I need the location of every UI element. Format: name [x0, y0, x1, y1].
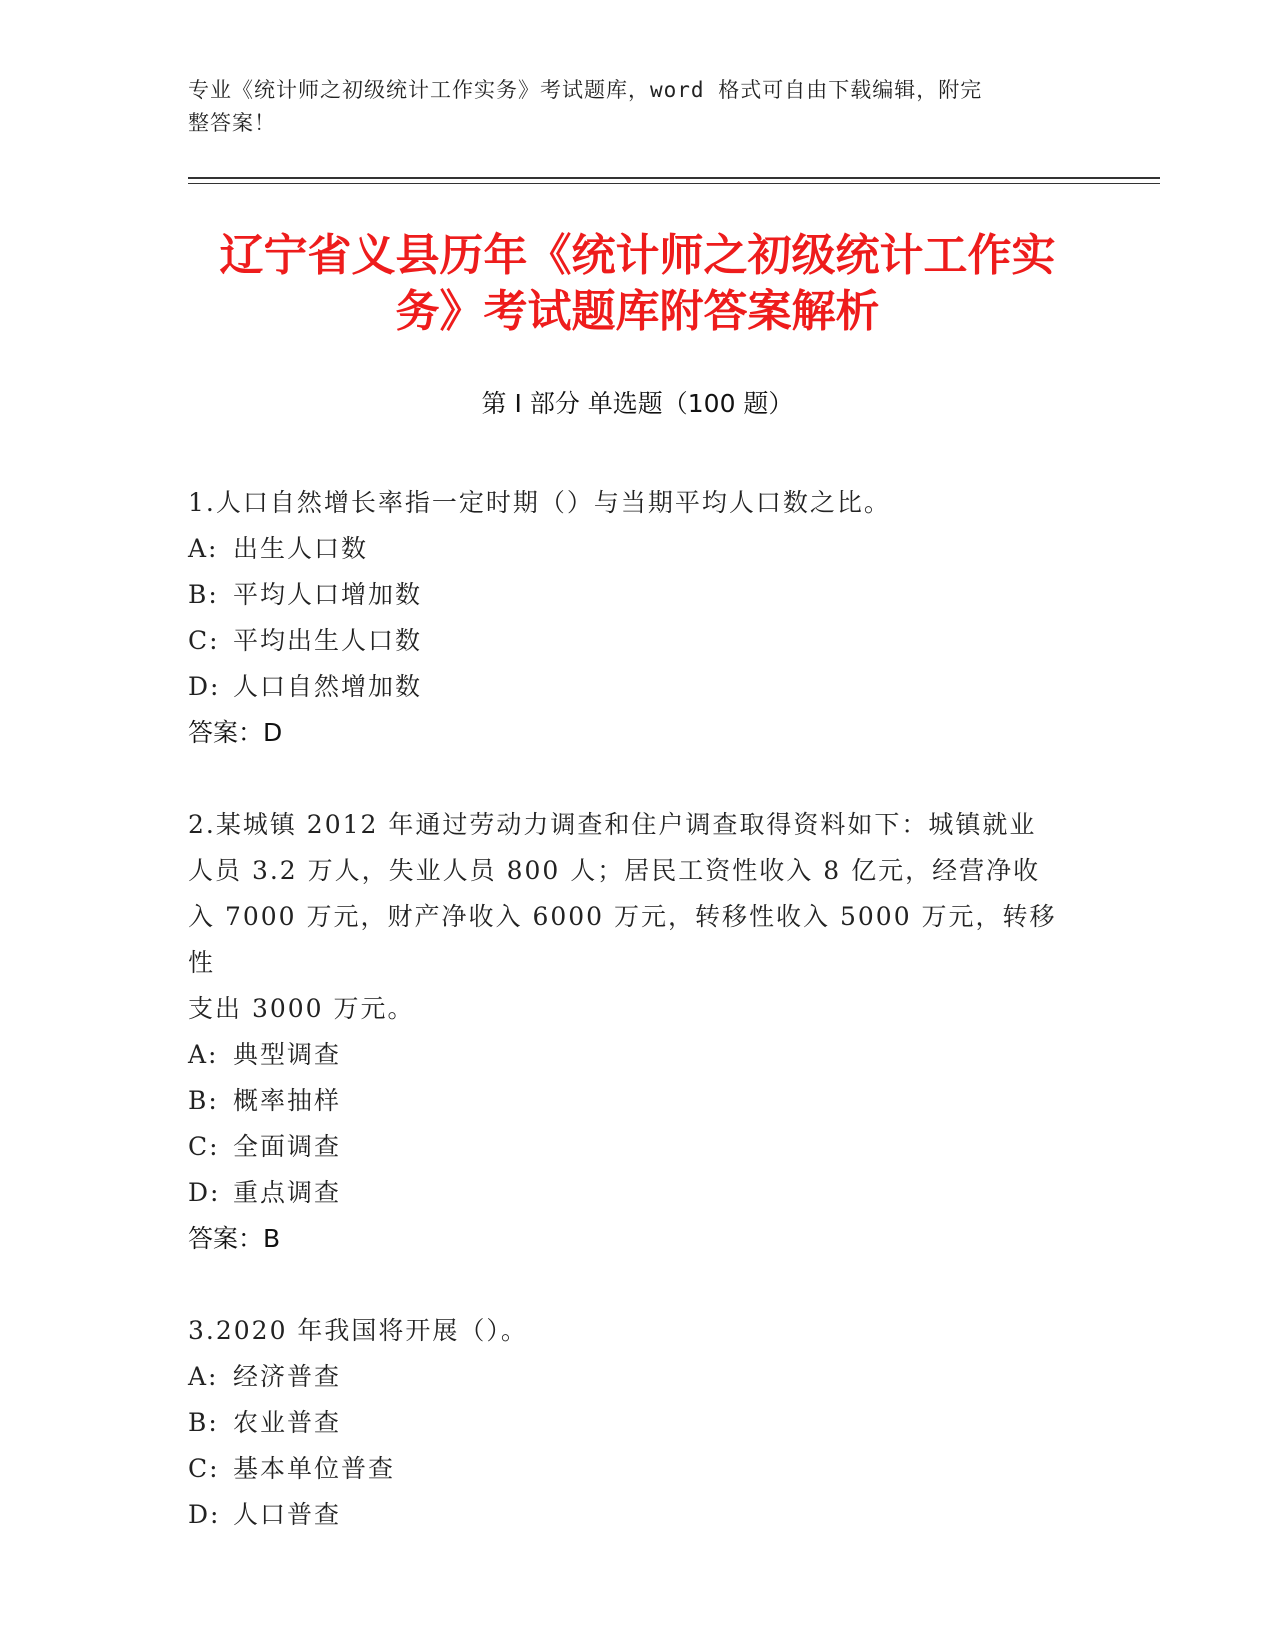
- question-3: [188, 1308, 1078, 1538]
- option-text: 全面调查: [233, 1132, 342, 1161]
- option-letter: D:: [188, 672, 221, 701]
- option-a: [188, 526, 1078, 572]
- option-letter: C:: [188, 1454, 220, 1483]
- option-text: 人口普查: [233, 1500, 342, 1529]
- option-text: 出生人口数: [233, 534, 369, 563]
- answer-line: 答案：D: [188, 718, 283, 747]
- option-text: 人口自然增加数: [233, 672, 423, 701]
- question-list: [188, 480, 1078, 1584]
- header-note-line: 专业《统计师之初级统计工作实务》考试题库，word 格式可自由下载编辑，附完: [188, 78, 983, 102]
- document-title: [150, 228, 1125, 340]
- option-letter: A:: [188, 1362, 219, 1391]
- option-b: [188, 1078, 1078, 1124]
- option-a: [188, 1354, 1078, 1400]
- question-stem-line: 2.某城镇 2012 年通过劳动力调查和住户调查取得资料如下：城镇就业: [188, 810, 1037, 839]
- option-letter: B:: [188, 580, 219, 609]
- option-text: 基本单位普查: [233, 1454, 396, 1483]
- option-letter: D:: [188, 1500, 221, 1529]
- option-letter: A:: [188, 1040, 219, 1069]
- title-line: 务》考试题库附答案解析: [395, 286, 880, 337]
- header-note: [188, 74, 1088, 140]
- option-c: [188, 1124, 1078, 1170]
- question-2: [188, 802, 1078, 1262]
- option-text: 农业普查: [233, 1408, 342, 1437]
- option-letter: C:: [188, 1132, 220, 1161]
- option-c: [188, 618, 1078, 664]
- header-divider-thick: [188, 177, 1160, 179]
- title-line: 辽宁省义县历年《统计师之初级统计工作实: [219, 230, 1056, 281]
- option-d: [188, 1492, 1078, 1538]
- option-a: [188, 1032, 1078, 1078]
- option-text: 平均人口增加数: [233, 580, 423, 609]
- option-letter: D:: [188, 1178, 221, 1207]
- option-c: [188, 1446, 1078, 1492]
- question-1: [188, 480, 1078, 756]
- option-letter: B:: [188, 1086, 219, 1115]
- option-text: 概率抽样: [233, 1086, 342, 1115]
- option-d: [188, 664, 1078, 710]
- question-stem: 1.人口自然增长率指一定时期（）与当期平均人口数之比。: [188, 488, 891, 517]
- option-text: 典型调查: [233, 1040, 342, 1069]
- section-heading: 第 I 部分 单选题（100 题）: [481, 389, 794, 418]
- answer-line: 答案：B: [188, 1224, 281, 1253]
- question-stem-line: 入 7000 万元，财产净收入 6000 万元，转移性收入 5000 万元，转移性: [188, 902, 1057, 977]
- question-stem-line: 人员 3.2 万人，失业人员 800 人；居民工资性收入 8 亿元，经营净收: [188, 856, 1041, 885]
- option-b: [188, 1400, 1078, 1446]
- question-stem-line: 支出 3000 万元。: [188, 994, 415, 1023]
- option-letter: A:: [188, 534, 219, 563]
- option-letter: C:: [188, 626, 220, 655]
- header-note-line: 整答案！: [188, 111, 276, 135]
- question-stem: 3.2020 年我国将开展（）。: [188, 1316, 528, 1345]
- option-text: 平均出生人口数: [233, 626, 423, 655]
- option-text: 经济普查: [233, 1362, 342, 1391]
- option-letter: B:: [188, 1408, 219, 1437]
- header-divider-thin: [188, 183, 1160, 184]
- option-d: [188, 1170, 1078, 1216]
- option-b: [188, 572, 1078, 618]
- option-text: 重点调查: [233, 1178, 342, 1207]
